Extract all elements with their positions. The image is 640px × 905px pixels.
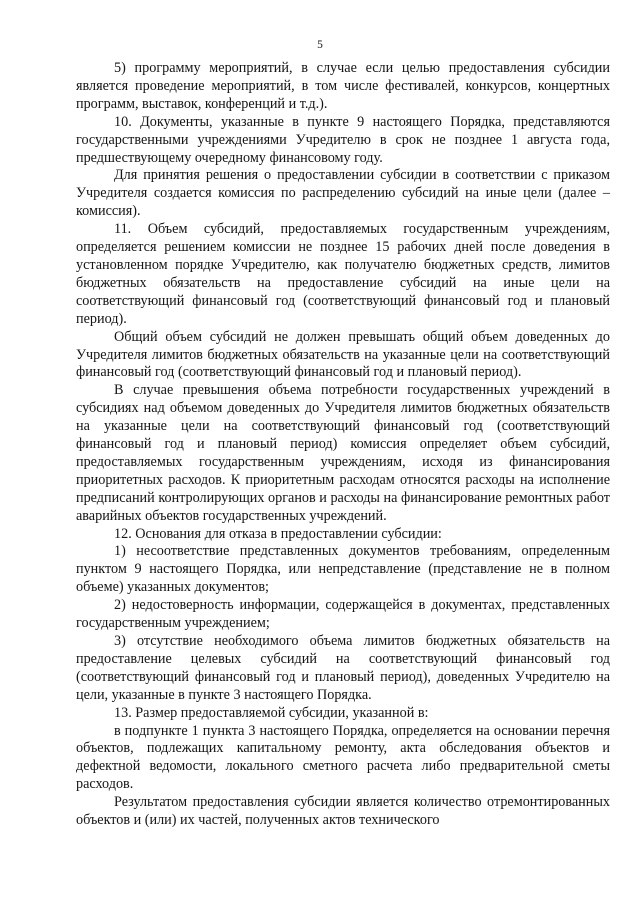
paragraph-subclause-1: в подпункте 1 пункта 3 настоящего Порядка, определяется на основании перечня объектов, подлежащих капитальному ремонту, акта обследования объектов и дефектной ведомости, локального сметного расчета либо предварительной сметы расходов. [76,722,610,793]
paragraph-result: Результатом предоставления субсидии является количество отремонтированных объектов и (или) их частей, полученных актов технического [76,794,610,829]
document-body [76,60,610,830]
paragraph-refusal-1: 1) несоответствие представленных документов требованиям, определенным пунктом 9 настоящего Порядка, или непредставление (представление не в полном объеме) указанных документов; [76,543,610,596]
paragraph-clause-12: 12. Основания для отказа в предоставлении субсидии: [114,525,442,542]
paragraph-total-volume: Общий объем субсидий не должен превышать общий объем доведенных до Учредителя лимитов бюджетных обязательств на указанные цели на соответствующий финансовый год (соответствующий финансовый год и плановый период). [76,328,610,381]
paragraph-commission: Для принятия решения о предоставлении субсидии в соответствии с приказом Учредителя создается комиссия по распределению субсидий на иные цели (далее – комиссия). [76,167,610,220]
paragraph-clause-10: 10. Документы, указанные в пункте 9 настоящего Порядка, представляются государственными учреждениями Учредителю в срок не позднее 1 августа года, предшествующему очередному финансовому году. [76,113,610,166]
paragraph-clause-11: 11. Объем субсидий, предоставляемых государственным учреждениям, определяется решением комиссии не позднее 15 рабочих дней после доведения в установленном порядке Учредителю, как получателю бюджетных средств, лимитов бюджетных обязательств на предоставление субсидий на иные цели на соответствующий финансовый год (соответствующий финансовый год и плановый период). [76,221,610,327]
paragraph-refusal-2: 2) недостоверность информации, содержащейся в документах, представленных государственным учреждением; [76,597,610,632]
paragraph-item-5-program: 5) программу мероприятий, в случае если целью предоставления субсидии является проведение мероприятий, в том числе фестивалей, конкурсов, концертных программ, выставок, конференций и т.д.). [76,60,610,112]
paragraph-refusal-3: 3) отсутствие необходимого объема лимитов бюджетных обязательств на предоставление целевых субсидий на соответствующий финансовый год (соответствующий финансовый год и плановый период), доведенных Учредителю на цели, указанные в пункте 3 настоящего Порядка. [76,633,610,703]
paragraph-excess-demand: В случае превышения объема потребности государственных учреждений в субсидиях над объемом доведенных до Учредителя лимитов бюджетных обязательств на указанные цели на соответствующий финансовый год (соответствующий финансовый год и плановый период) комиссия определяет объем субсидий, предоставляемых государственным учреждениям, исходя из финансирования приоритетных расходов. К приоритетным расходам относятся расходы на исполнение предписаний контролирующих органов и расходы на финансирование ремонтных работ аварийных объектов государственных учреждений. [76,382,610,524]
paragraph-clause-13: 13. Размер предоставляемой субсидии, указанной в: [114,704,429,721]
page-number: 5 [317,39,323,51]
